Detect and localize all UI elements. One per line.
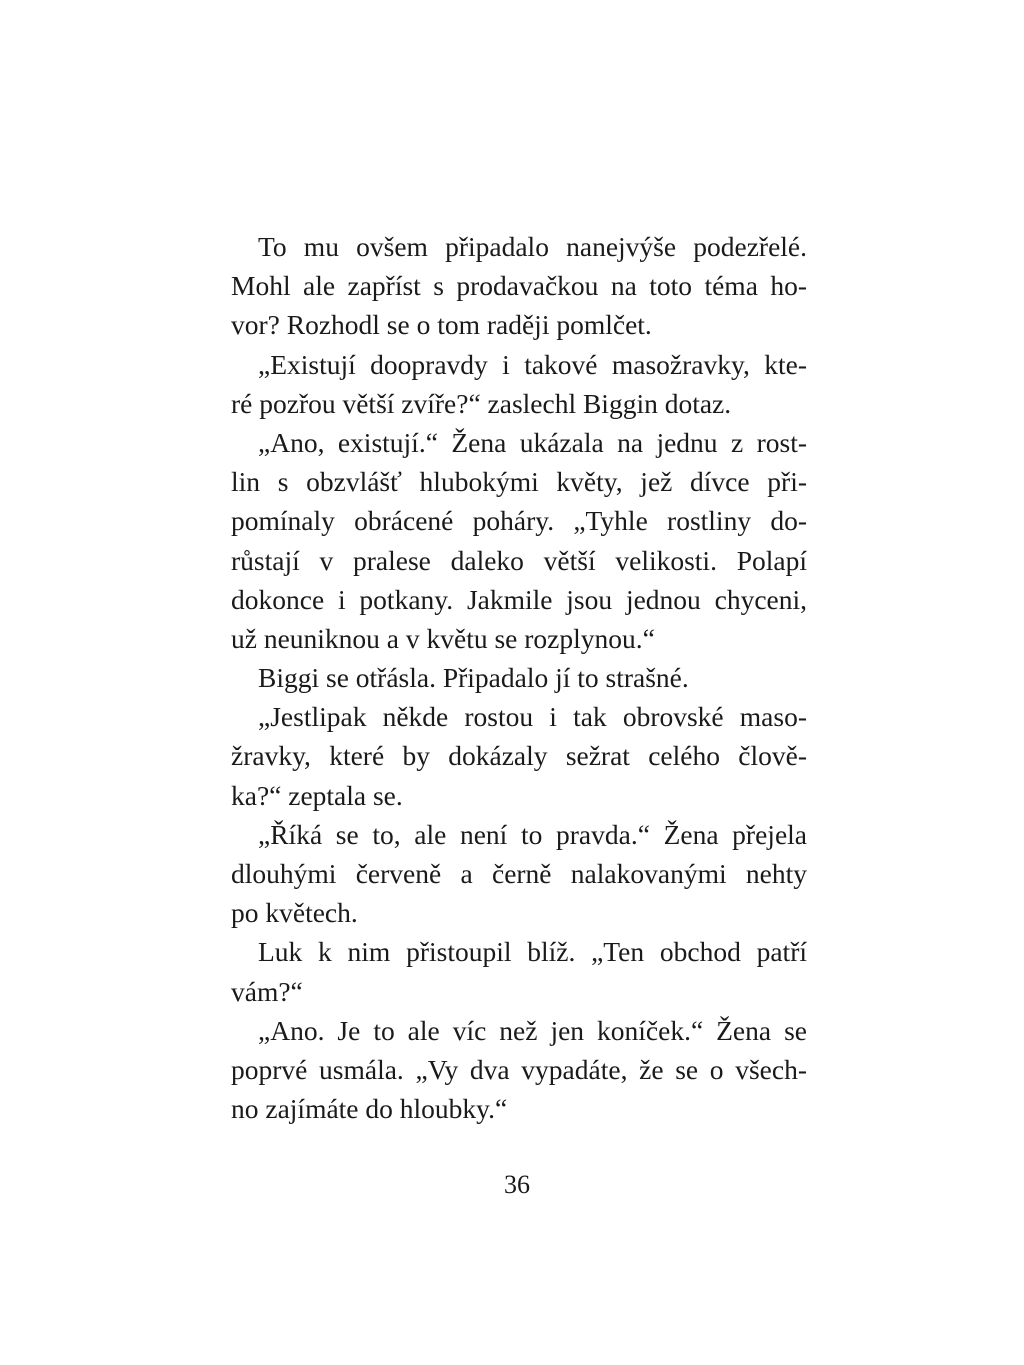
text-line: „Jestlipak někde rostou i tak obrovské maso-	[258, 701, 807, 733]
text-line: pomínaly obrácené poháry. „Tyhle rostliny do-	[231, 505, 807, 537]
text-line: po květech.	[231, 897, 358, 929]
body-text	[231, 227, 807, 1128]
text-line: „Ano. Je to ale víc než jen koníček.“ Žena se	[258, 1014, 807, 1046]
page-number: 36	[504, 1170, 530, 1199]
paragraph	[231, 815, 807, 933]
text-line: dokonce i potkany. Jakmile jsou jednou chyceni,	[231, 583, 807, 615]
paragraph	[231, 932, 807, 1010]
paragraph	[231, 1011, 807, 1129]
text-line: lin s obzvlášť hlubokými květy, jež dívce při-	[231, 466, 807, 498]
text-line: Luk k nim přistoupil blíž. „Ten obchod patří	[258, 936, 807, 968]
text-line: „Říká se to, ale není to pravda.“ Žena přejela	[258, 818, 807, 850]
paragraph	[231, 423, 807, 658]
paragraph	[231, 227, 807, 345]
text-line: růstají v pralese daleko větší velikosti. Polapí	[231, 544, 807, 576]
text-line: vor? Rozhodl se o tom raději pomlčet.	[231, 309, 652, 341]
paragraph	[231, 697, 807, 815]
text-line: no zajímáte do hloubky.“	[231, 1093, 508, 1125]
text-line: Biggi se otřásla. Připadalo jí to strašné.	[258, 662, 689, 694]
text-line: dlouhými červeně a černě nalakovanými nehty	[231, 858, 807, 889]
text-line: žravky, které by dokázaly sežrat celého člově-	[231, 740, 807, 772]
text-line: „Existují doopravdy i takové masožravky, kte-	[258, 348, 807, 380]
text-line: vám?“	[231, 975, 303, 1007]
text-line: už neuniknou a v květu se rozplynou.“	[231, 622, 655, 654]
text-line: „Ano, existují.“ Žena ukázala na jednu z rost-	[258, 426, 807, 458]
text-line: To mu ovšem připadalo nanejvýše podezřelé.	[258, 231, 807, 262]
text-line: ka?“ zeptala se.	[231, 779, 403, 811]
paragraph	[231, 345, 807, 423]
paragraph	[231, 658, 807, 697]
text-line: ré pozřou větší zvíře?“ zaslechl Biggin dotaz.	[231, 387, 732, 419]
text-line: Mohl ale zapříst s prodavačkou na toto téma ho-	[231, 270, 807, 302]
text-line: poprvé usmála. „Vy dva vypadáte, že se o všech-	[231, 1053, 807, 1085]
